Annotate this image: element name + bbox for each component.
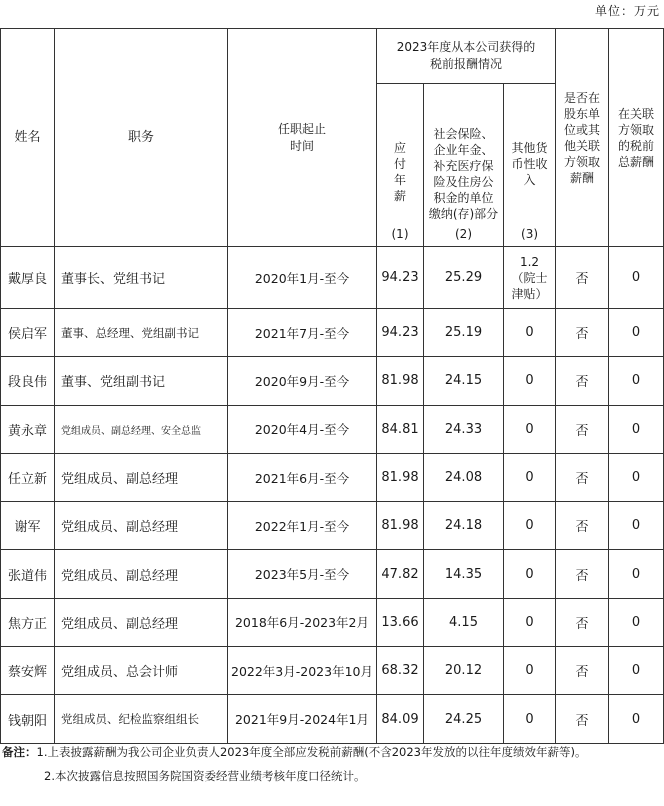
row-duty: 党组成员、副总经理 — [55, 598, 228, 646]
header-related-total: 在关联方领取的税前总薪酬 — [609, 29, 664, 247]
row-social: 20.12 — [424, 647, 504, 695]
row-related: 否 — [556, 695, 609, 743]
row-name: 钱朝阳 — [1, 695, 55, 743]
row-related: 否 — [556, 309, 609, 357]
row-related-total: 0 — [609, 695, 664, 743]
row-related: 否 — [556, 550, 609, 598]
table-row — [1, 405, 664, 453]
row-duty: 董事、党组副书记 — [55, 357, 228, 405]
note-2: 2.本次披露信息按照国务院国资委经营业绩考核年度口径统计。 — [44, 769, 366, 783]
row-other: 0 — [504, 309, 556, 357]
row-term: 2021年9月-2024年1月 — [228, 695, 377, 743]
header-salary — [377, 84, 424, 247]
row-related-total: 0 — [609, 357, 664, 405]
table-row — [1, 309, 664, 357]
table-row — [1, 247, 664, 309]
header-index-1: (1) — [391, 227, 409, 241]
row-duty: 党组成员、纪检监察组组长 — [55, 695, 228, 743]
table-row — [1, 647, 664, 695]
row-related-total: 0 — [609, 598, 664, 646]
table-row — [1, 453, 664, 501]
row-related: 否 — [556, 453, 609, 501]
header-duty: 职务 — [55, 29, 228, 247]
row-name: 侯启军 — [1, 309, 55, 357]
header-other-text: 其他货币性收入 — [511, 141, 548, 187]
table-row — [1, 550, 664, 598]
header-other — [504, 84, 556, 247]
row-term: 2022年1月-至今 — [228, 502, 377, 550]
row-term: 2023年5月-至今 — [228, 550, 377, 598]
row-name: 张道伟 — [1, 550, 55, 598]
notes — [2, 740, 586, 788]
row-duty: 党组成员、副总经理 — [55, 550, 228, 598]
row-related: 否 — [556, 502, 609, 550]
row-other: 0 — [504, 405, 556, 453]
row-salary: 47.82 — [377, 550, 424, 598]
row-duty: 党组成员、副总经理 — [55, 502, 228, 550]
row-social: 25.19 — [424, 309, 504, 357]
header-group: 2023年度从本公司获得的税前报酬情况 — [377, 29, 556, 84]
notes-label: 备注： — [2, 745, 37, 759]
row-social: 24.18 — [424, 502, 504, 550]
compensation-table — [0, 28, 664, 744]
row-other: 0 — [504, 550, 556, 598]
row-other: 1.2（院士津贴） — [504, 247, 556, 309]
row-related: 否 — [556, 247, 609, 309]
row-term: 2020年4月-至今 — [228, 405, 377, 453]
row-related: 否 — [556, 598, 609, 646]
row-term: 2018年6月-2023年2月 — [228, 598, 377, 646]
row-term: 2022年3月-2023年10月 — [228, 647, 377, 695]
row-salary: 84.09 — [377, 695, 424, 743]
row-social: 24.08 — [424, 453, 504, 501]
header-term: 任职起止时间 — [228, 29, 377, 247]
row-name: 戴厚良 — [1, 247, 55, 309]
row-salary: 94.23 — [377, 247, 424, 309]
row-social: 24.15 — [424, 357, 504, 405]
row-duty: 党组成员、副总经理 — [55, 453, 228, 501]
row-term: 2021年7月-至今 — [228, 309, 377, 357]
unit-label: 单位：万元 — [594, 4, 660, 18]
note-1: 1.上表披露薪酬为我公司企业负责人2023年度全部应发税前薪酬(不含2023年发放的以往年度绩效年薪等)。 — [36, 745, 587, 759]
row-term: 2020年9月-至今 — [228, 357, 377, 405]
row-duty: 党组成员、副总经理、安全总监 — [55, 405, 228, 453]
row-salary: 84.81 — [377, 405, 424, 453]
row-salary: 13.66 — [377, 598, 424, 646]
header-index-2: (2) — [455, 227, 472, 241]
header-related: 是否在股东单位或其他关联方领取薪酬 — [556, 29, 609, 247]
header-social — [424, 84, 504, 247]
row-related-total: 0 — [609, 405, 664, 453]
table-row — [1, 502, 664, 550]
row-social: 24.33 — [424, 405, 504, 453]
row-related-total: 0 — [609, 453, 664, 501]
row-related-total: 0 — [609, 247, 664, 309]
table-row — [1, 598, 664, 646]
row-duty: 董事长、党组书记 — [55, 247, 228, 309]
row-related-total: 0 — [609, 502, 664, 550]
row-salary: 94.23 — [377, 309, 424, 357]
row-name: 蔡安辉 — [1, 647, 55, 695]
row-name: 任立新 — [1, 453, 55, 501]
row-social: 14.35 — [424, 550, 504, 598]
row-related: 否 — [556, 405, 609, 453]
row-salary: 68.32 — [377, 647, 424, 695]
row-term: 2021年6月-至今 — [228, 453, 377, 501]
row-related: 否 — [556, 647, 609, 695]
row-other: 0 — [504, 357, 556, 405]
row-name: 焦方正 — [1, 598, 55, 646]
header-name: 姓名 — [1, 29, 55, 247]
row-name: 黄永章 — [1, 405, 55, 453]
row-related: 否 — [556, 357, 609, 405]
row-term: 2020年1月-至今 — [228, 247, 377, 309]
row-other: 0 — [504, 502, 556, 550]
row-salary: 81.98 — [377, 502, 424, 550]
row-social: 4.15 — [424, 598, 504, 646]
row-related-total: 0 — [609, 309, 664, 357]
row-duty: 党组成员、总会计师 — [55, 647, 228, 695]
row-other: 0 — [504, 695, 556, 743]
row-name: 段良伟 — [1, 357, 55, 405]
row-salary: 81.98 — [377, 357, 424, 405]
row-social: 25.29 — [424, 247, 504, 309]
row-duty: 董事、总经理、党组副书记 — [55, 309, 228, 357]
row-social: 24.25 — [424, 695, 504, 743]
header-social-text: 社会保险、企业年金、补充医疗保险及住房公积金的单位缴纳(存)部分 — [428, 127, 499, 221]
table-row — [1, 695, 664, 743]
row-other: 0 — [504, 647, 556, 695]
row-related-total: 0 — [609, 550, 664, 598]
header-index-3: (3) — [521, 227, 539, 241]
table-row — [1, 357, 664, 405]
row-other: 0 — [504, 453, 556, 501]
row-name: 谢军 — [1, 502, 55, 550]
header-salary-text: 应付年薪 — [393, 141, 406, 203]
row-salary: 81.98 — [377, 453, 424, 501]
row-other: 0 — [504, 598, 556, 646]
row-related-total: 0 — [609, 647, 664, 695]
